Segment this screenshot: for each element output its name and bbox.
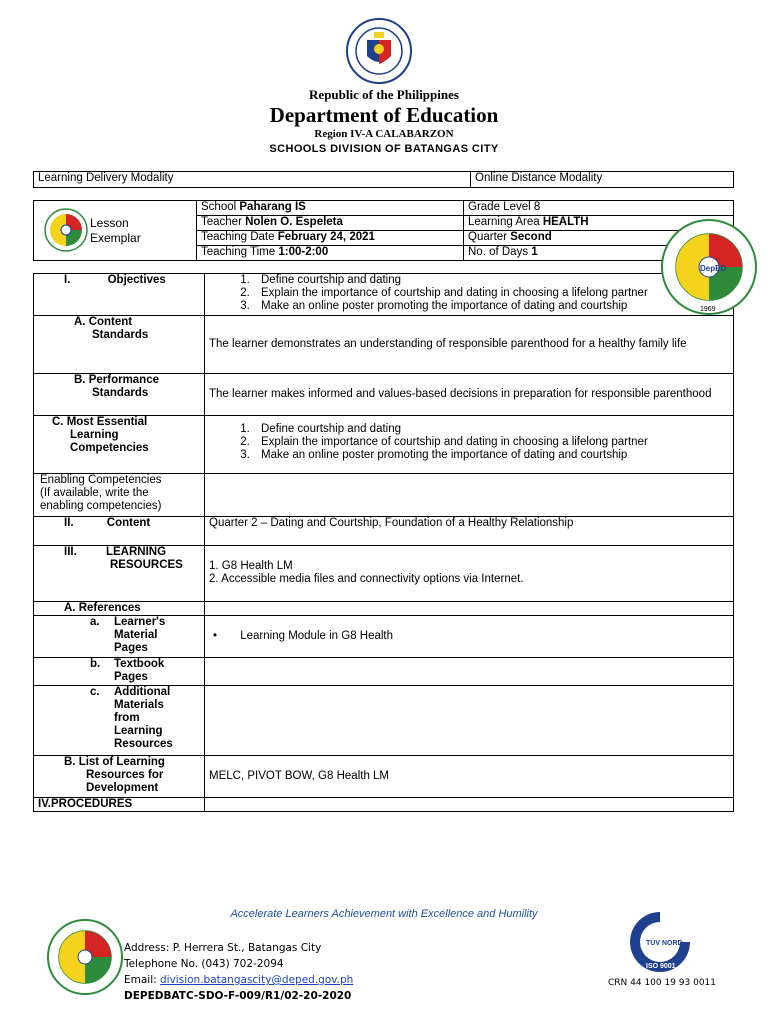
grade-level-cell bbox=[464, 201, 734, 216]
content-num: II. bbox=[64, 517, 74, 529]
content-standards-label-2: Standards bbox=[92, 329, 149, 341]
email-label: Email: bbox=[124, 974, 161, 986]
modality-label: Learning Delivery Modality bbox=[34, 172, 471, 188]
enabling-cell bbox=[205, 474, 734, 517]
lmp-label-2: Material bbox=[114, 629, 158, 641]
additional-materials-cell bbox=[205, 686, 734, 756]
list-resources-label-2: Resources for bbox=[86, 769, 164, 781]
performance-standards-label: B. Performance bbox=[74, 374, 160, 386]
melc-cell bbox=[205, 416, 734, 474]
footer-contact bbox=[124, 940, 353, 1004]
additional-label-5: Resources bbox=[114, 738, 173, 750]
bullet: • bbox=[213, 630, 218, 642]
procedures-cell bbox=[205, 798, 734, 812]
division-heading: SCHOOLS DIVISION OF BATANGAS CITY bbox=[269, 143, 499, 155]
textbook-letter: b. bbox=[90, 658, 101, 670]
content-label: Content bbox=[106, 517, 151, 529]
lmp-label: Learner's bbox=[114, 616, 166, 628]
objectives-num: I. bbox=[64, 274, 71, 286]
quarter-value: Second bbox=[510, 231, 552, 243]
quarter-label: Quarter bbox=[468, 231, 507, 243]
melc-item: 3. Make an online poster promoting the importance of dating and courtship bbox=[253, 449, 729, 462]
melc-label-cell bbox=[34, 416, 205, 474]
objective-item: 1. Define courtship and dating bbox=[253, 274, 729, 287]
resource-item: 2. Accessible media files and connectivity options via Internet. bbox=[209, 573, 524, 585]
enabling-label: Enabling Competencies bbox=[40, 474, 162, 486]
deped-seal-logo bbox=[346, 18, 412, 84]
textbook-label-cell bbox=[34, 658, 205, 686]
address-text: Address: P. Herrera St., Batangas City bbox=[124, 942, 322, 954]
lmp-letter: a. bbox=[90, 616, 100, 628]
melc-label-3: Competencies bbox=[70, 442, 149, 454]
crn-number: CRN 44 100 19 93 0011 bbox=[608, 978, 717, 988]
content-standards-label-cell bbox=[34, 316, 205, 374]
melc-item: 1. Define courtship and dating bbox=[253, 423, 729, 436]
modality-table bbox=[33, 171, 734, 188]
teaching-time-label: Teaching Time bbox=[201, 246, 276, 258]
performance-standards-label-cell bbox=[34, 374, 205, 416]
objectives-list bbox=[209, 274, 729, 313]
email-link[interactable]: division.batangascity@deped.gov.ph bbox=[160, 974, 354, 986]
teacher-cell bbox=[197, 216, 464, 231]
resources-num: III. bbox=[64, 546, 77, 558]
lmp-text: Learning Module in G8 Health bbox=[240, 630, 394, 642]
references-cell bbox=[205, 602, 734, 616]
republic-heading: Republic of the Philippines bbox=[309, 87, 459, 102]
resources-label-cell bbox=[34, 546, 205, 602]
content-standards-text: The learner demonstrates an understanding of responsible parenthood for a healthy family life bbox=[205, 316, 734, 374]
content-standards-label: A. Content bbox=[74, 316, 133, 328]
content-label-cell bbox=[34, 517, 205, 546]
document-code: DEPEDBATC-SDO-F-009/R1/02-20-2020 bbox=[124, 990, 352, 1002]
footer-tagline: Accelerate Learners Achievement with Excellence and Humility bbox=[230, 908, 538, 920]
division-seal-footer-logo bbox=[46, 918, 124, 996]
additional-label-3: from bbox=[114, 712, 140, 724]
lmp-label-3: Pages bbox=[114, 642, 148, 654]
list-resources-label-cell bbox=[34, 756, 205, 798]
lmp-label-cell bbox=[34, 616, 205, 658]
additional-label: Additional bbox=[114, 686, 171, 698]
teaching-date-label: Teaching Date bbox=[201, 231, 275, 243]
enabling-label-cell bbox=[34, 474, 205, 517]
tuv-label: TÜV NORD bbox=[646, 940, 683, 947]
learning-area-label: Learning Area bbox=[468, 216, 540, 228]
resources-label: LEARNING bbox=[105, 546, 167, 558]
melc-label-2: Learning bbox=[70, 429, 119, 441]
days-label: No. of Days bbox=[468, 246, 529, 258]
textbook-label: Textbook bbox=[114, 658, 165, 670]
objectives-label-cell bbox=[34, 274, 205, 316]
additional-label-2: Materials bbox=[114, 699, 164, 711]
lesson-label: Lesson bbox=[90, 216, 129, 230]
melc-item: 2. Explain the importance of courtship and dating in choosing a lifelong partner bbox=[253, 436, 729, 449]
school-value: Paharang IS bbox=[239, 201, 306, 213]
additional-letter: c. bbox=[90, 686, 100, 698]
enabling-label-2: (If available, write the bbox=[40, 487, 149, 499]
lesson-plan-table bbox=[33, 273, 734, 812]
resources-label-2: RESOURCES bbox=[110, 559, 183, 571]
list-resources-text: MELC, PIVOT BOW, G8 Health LM bbox=[205, 756, 734, 798]
teaching-date-cell bbox=[197, 231, 464, 246]
additional-materials-label-cell bbox=[34, 686, 205, 756]
procedures-label: IV.PROCEDURES bbox=[34, 798, 205, 812]
division-seal-small-icon bbox=[44, 208, 88, 252]
days-value: 1 bbox=[531, 246, 538, 258]
teacher-label: Teacher bbox=[201, 216, 242, 228]
objective-item: 2. Explain the importance of courtship and dating in choosing a lifelong partner bbox=[253, 287, 729, 300]
list-resources-label-3: Development bbox=[86, 782, 159, 794]
objectives-cell bbox=[205, 274, 734, 316]
telephone-text: Telephone No. (043) 702-2094 bbox=[124, 958, 284, 970]
teacher-value: Nolen O. Espeleta bbox=[245, 216, 343, 228]
iso-label: ISO 9001 bbox=[646, 963, 676, 970]
list-resources-label: B. List of Learning bbox=[64, 756, 165, 768]
grade-level-label: Grade Level 8 bbox=[468, 201, 541, 213]
content-text: Quarter 2 – Dating and Courtship, Foundation of a Healthy Relationship bbox=[205, 517, 734, 546]
references-label: A. References bbox=[34, 602, 205, 616]
enabling-label-3: enabling competencies) bbox=[40, 500, 162, 512]
resources-cell bbox=[205, 546, 734, 602]
lesson-exemplar-cell bbox=[34, 201, 197, 261]
lmp-cell bbox=[205, 616, 734, 658]
seal-deped-label: DepED bbox=[700, 264, 727, 273]
email-line bbox=[124, 972, 353, 988]
teaching-date-value: February 24, 2021 bbox=[277, 231, 375, 243]
performance-standards-text: The learner makes informed and values-based decisions in preparation for responsible parenthood bbox=[205, 374, 734, 416]
learning-area-value: HEALTH bbox=[542, 216, 589, 228]
textbook-cell bbox=[205, 658, 734, 686]
resource-item: 1. G8 Health LM bbox=[209, 560, 293, 572]
tuv-nord-iso-logo bbox=[622, 908, 702, 978]
modality-value: Online Distance Modality bbox=[471, 172, 734, 188]
objectives-label: Objectives bbox=[107, 274, 166, 286]
school-cell bbox=[197, 201, 464, 216]
performance-standards-label-2: Standards bbox=[92, 387, 149, 399]
melc-list bbox=[209, 423, 729, 462]
additional-label-4: Learning bbox=[114, 725, 163, 737]
school-label: School bbox=[201, 201, 237, 213]
textbook-label-2: Pages bbox=[114, 671, 148, 683]
region-heading: Region IV-A CALABARZON bbox=[314, 128, 454, 140]
objective-item: 3. Make an online poster promoting the importance of dating and courtship bbox=[253, 300, 729, 313]
division-seal-logo bbox=[660, 218, 758, 316]
lesson-info-table bbox=[33, 200, 734, 261]
teaching-time-cell bbox=[197, 246, 464, 261]
melc-label: C. Most Essential bbox=[52, 416, 148, 428]
department-heading: Department of Education bbox=[269, 103, 499, 127]
seal-year: 1969 bbox=[700, 306, 716, 313]
exemplar-label: Exemplar bbox=[90, 231, 141, 245]
teaching-time-value: 1:00-2:00 bbox=[278, 246, 329, 258]
